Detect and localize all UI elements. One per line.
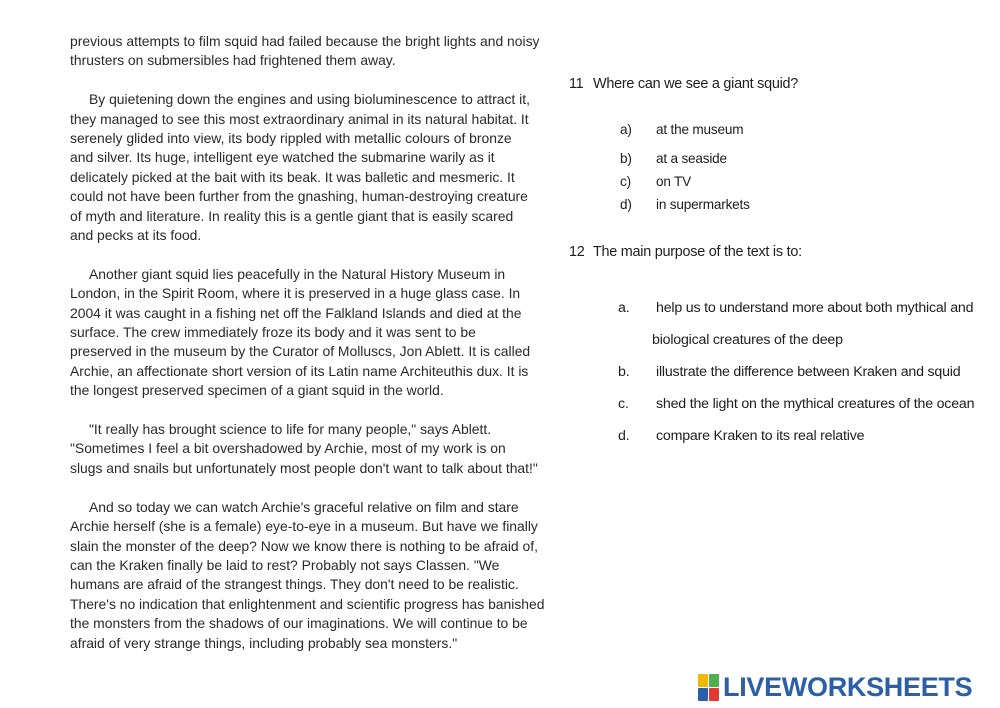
passage-paragraph-5 — [70, 498, 562, 653]
passage-line: slugs and snails but unfortunately most people don't want to talk about that!" — [70, 459, 538, 476]
option-letter: d. — [618, 428, 630, 444]
option-text: at a seaside — [656, 151, 727, 166]
passage-line: 2004 it was caught in a fishing net off the Falkland Islands and died at the — [70, 304, 522, 321]
option-letter: a) — [620, 122, 632, 137]
liveworksheets-mark-icon — [698, 674, 719, 701]
option-letter: a. — [618, 300, 630, 316]
passage-line: preserved in the museum by the Curator of Molluscs, Jon Ablett. It is called — [70, 343, 531, 360]
q12-option-a-continuation — [652, 332, 843, 348]
passage-line: they managed to see this most extraordinary animal in its natural habitat. It — [70, 110, 529, 127]
passage-line: "Sometimes I feel a bit overshadowed by Archie, most of my work is on — [70, 440, 506, 457]
passage-paragraph-3 — [70, 265, 562, 401]
passage-line: of myth and literature. In reality this is a gentle giant that is easily scared — [70, 207, 514, 224]
option-text: in supermarkets — [656, 197, 750, 212]
question-12-stem — [569, 244, 802, 260]
passage-line: There's no indication that enlightenment and scientific progress has banished — [70, 595, 545, 612]
passage-line: can the Kraken finally be laid to rest? Probably not says Classen. "We — [70, 556, 500, 573]
passage-paragraph-4 — [70, 420, 562, 478]
question-number: 12 — [569, 244, 585, 260]
q12-option-c[interactable] — [618, 396, 974, 412]
option-text: on TV — [656, 174, 692, 189]
passage-paragraph-2 — [70, 90, 562, 245]
passage-line: And so today we can watch Archie's graceful relative on film and stare — [89, 498, 519, 515]
passage-line: "It really has brought science to life for many people," says Ablett. — [89, 421, 492, 438]
option-letter: c. — [618, 396, 629, 412]
passage-line: Archie, an affectionate short version of its Latin name Architeuthis dux. It is — [70, 362, 529, 379]
option-text: illustrate the difference between Kraken and squid — [656, 364, 961, 380]
passage-line: By quietening down the engines and using bioluminescence to attract it, — [89, 91, 530, 108]
q12-option-d[interactable] — [618, 428, 864, 444]
passage-paragraph-1 — [70, 32, 562, 71]
option-text: help us to understand more about both mythical and — [656, 300, 974, 316]
passage-line: delicately picked at the bait with its beak. It was balletic and mesmeric. It — [70, 168, 515, 185]
passage-line: Archie herself (she is a female) eye-to-eye in a museum. But have we finally — [70, 518, 538, 535]
passage-line: Another giant squid lies peacefully in the Natural History Museum in — [89, 265, 506, 282]
reading-passage — [70, 32, 562, 672]
option-text: at the museum — [656, 122, 744, 137]
q11-option-b[interactable] — [620, 151, 727, 166]
option-text: compare Kraken to its real relative — [656, 428, 865, 444]
passage-line: humans are afraid of the strangest things. They don't need to be realistic. — [70, 576, 519, 593]
option-letter: d) — [620, 197, 632, 212]
passage-line: previous attempts to film squid had failed because the bright lights and noisy — [70, 33, 540, 49]
q11-option-d[interactable] — [620, 197, 750, 212]
question-text: Where can we see a giant squid? — [593, 76, 799, 92]
passage-line: serenely glided into view, its body rippled with metallic colours of bronze — [70, 130, 512, 147]
logo-block — [698, 674, 708, 687]
passage-line: surface. The crew immediately froze its body and it was sent to be — [70, 324, 476, 341]
logo-block — [698, 688, 708, 701]
question-text: The main purpose of the text is to: — [593, 244, 802, 260]
passage-line: could not have been further from the gnashing, human-destroying creature — [70, 188, 528, 205]
passage-line: afraid of very strange things, including probably sea monsters." — [70, 634, 458, 651]
passage-line: slain the monster of the deep? Now we know there is nothing to be afraid of, — [70, 537, 538, 554]
option-letter: c) — [620, 174, 631, 189]
option-text: biological creatures of the deep — [652, 332, 843, 348]
q12-option-b[interactable] — [618, 364, 960, 380]
passage-line: thrusters on submersibles had frightened them away. — [70, 52, 396, 69]
passage-line: and silver. Its huge, intelligent eye watched the submarine warily as it — [70, 149, 495, 166]
option-text: shed the light on the mythical creatures of the ocean — [656, 396, 975, 412]
q12-option-a[interactable] — [618, 300, 973, 316]
passage-line: the longest preserved specimen of a giant squid in the world. — [70, 382, 444, 399]
liveworksheets-logo[interactable] — [698, 673, 972, 701]
logo-block — [709, 674, 719, 687]
logo-block — [709, 688, 719, 701]
question-11-stem — [569, 76, 798, 92]
question-number: 11 — [569, 76, 584, 92]
option-letter: b) — [620, 151, 632, 166]
passage-line: and pecks at its food. — [70, 227, 202, 244]
q11-option-c[interactable] — [620, 174, 691, 189]
q11-option-a[interactable] — [620, 122, 743, 137]
brand-name: LIVEWORKSHEETS — [723, 672, 973, 702]
passage-line: London, in the Spirit Room, where it is preserved in a huge glass case. In — [70, 285, 521, 302]
option-letter: b. — [618, 364, 630, 380]
passage-line: the monsters from the shadows of our imaginations. We will continue to be — [70, 615, 528, 632]
